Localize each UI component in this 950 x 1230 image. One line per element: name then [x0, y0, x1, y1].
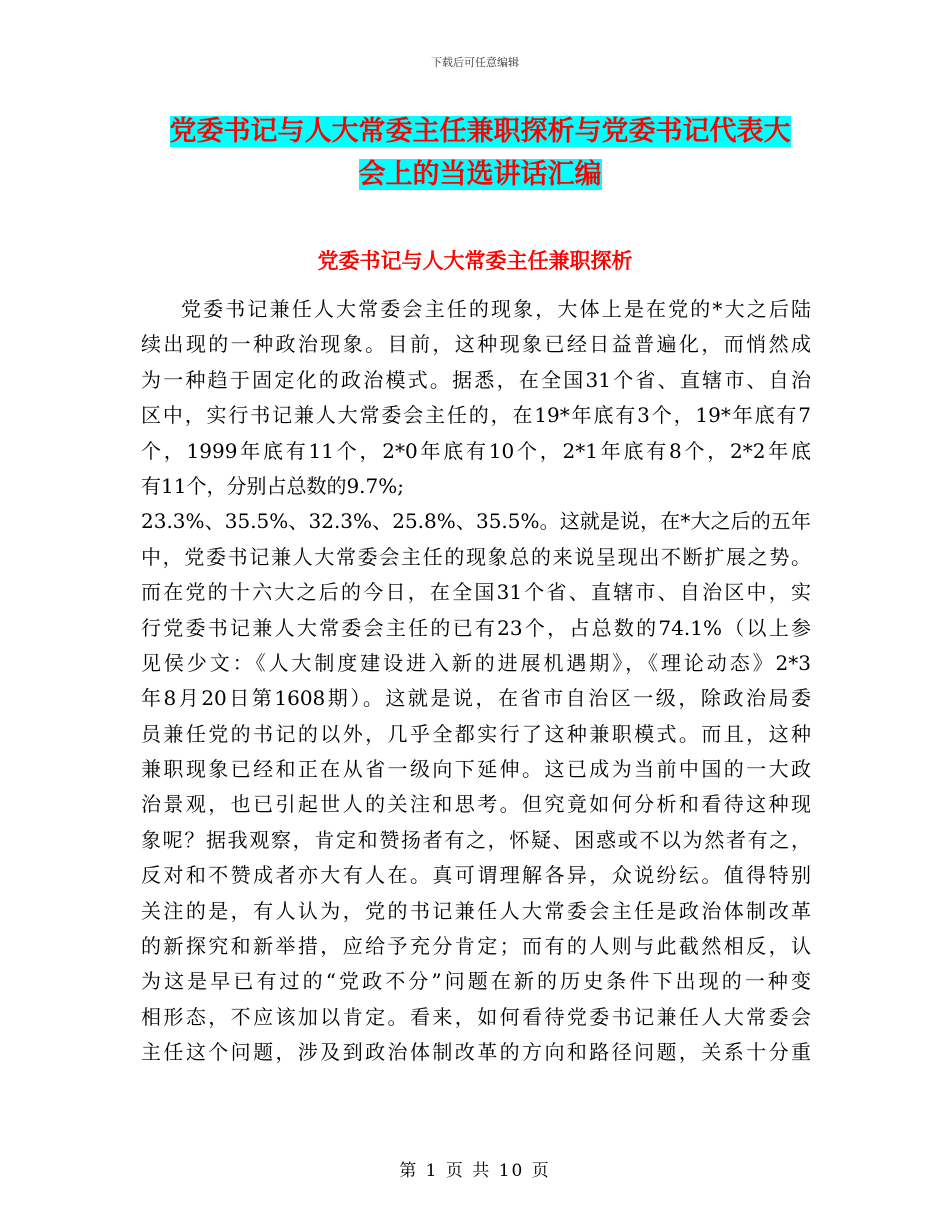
- body-line: 治景观，也已引起世人的关注和思考。但究竟如何分析和看待这种现: [141, 792, 811, 817]
- body-line: 年8月20日第1608期）。这就是说，在省市自治区一级，除政治局委: [141, 686, 811, 711]
- body-line: 23.3%、35.5%、32.3%、25.8%、35.5%。这就是说，在*大之后的五年: [141, 509, 811, 534]
- section-title: 党委书记与人大常委主任兼职探析: [317, 249, 633, 273]
- body-line: 为一种趋于固定化的政治模式。据悉，在全国31个省、直辖市、自治: [141, 367, 811, 392]
- body-line: 党委书记兼任人大常委会主任的现象，大体上是在党的*大之后陆: [181, 297, 811, 321]
- body-line: 象呢？据我观察，肯定和赞扬者有之，怀疑、困惑或不以为然者有之，: [141, 827, 811, 852]
- document-title: [140, 110, 820, 196]
- document-title-line-1: 党委书记与人大常委主任兼职探析与党委书记代表大: [169, 116, 791, 147]
- body-line: 关注的是，有人认为，党的书记兼任人大常委会主任是政治体制改革: [141, 898, 811, 923]
- page-header-note: 下载后可任意编辑: [431, 56, 519, 69]
- body-line: 反对和不赞成者亦大有人在。真可谓理解各异，众说纷纭。值得特别: [141, 863, 811, 888]
- body-line: 续出现的一种政治现象。目前，这种现象已经日益普遍化，而悄然成: [141, 332, 811, 357]
- page-number-footer: 第 1 页 共 10 页: [399, 1161, 551, 1181]
- document-title-line-2: 会上的当选讲话汇编: [358, 159, 602, 190]
- body-line: 中，党委书记兼人大常委会主任的现象总的来说呈现出不断扩展之势。: [141, 544, 811, 569]
- body-line: 见侯少文：《人大制度建设进入新的进展机遇期》，《理论动态》2*3: [141, 650, 811, 675]
- body-line: 为这是早已有过的“党政不分”问题在新的历史条件下出现的一种变: [141, 969, 811, 994]
- body-line: 员兼任党的书记的以外，几乎全都实行了这种兼职模式。而且，这种: [141, 721, 811, 746]
- body-line: 个，1999年底有11个，2*0年底有10个，2*1年底有8个，2*2年底: [141, 438, 811, 463]
- body-line: 主任这个问题，涉及到政治体制改革的方向和路径问题，关系十分重: [141, 1040, 811, 1065]
- body-line: 的新探究和新举措，应给予充分肯定；而有的人则与此截然相反，认: [141, 934, 811, 959]
- body-paragraph: [141, 292, 811, 1071]
- body-line: 兼职现象已经和正在从省一级向下延伸。这已成为当前中国的一大政: [141, 757, 811, 782]
- body-line: 而在党的十六大之后的今日，在全国31个省、直辖市、自治区中，实: [141, 580, 811, 605]
- body-line: 区中，实行书记兼人大常委会主任的，在19*年底有3个，19*年底有7: [141, 403, 811, 428]
- body-line: 相形态，不应该加以肯定。看来，如何看待党委书记兼任人大常委会: [141, 1004, 811, 1029]
- body-line: 行党委书记兼人大常委会主任的已有23个，占总数的74.1%（以上参: [141, 615, 811, 640]
- body-line: 有11个，分别占总数的9.7%;: [141, 473, 404, 498]
